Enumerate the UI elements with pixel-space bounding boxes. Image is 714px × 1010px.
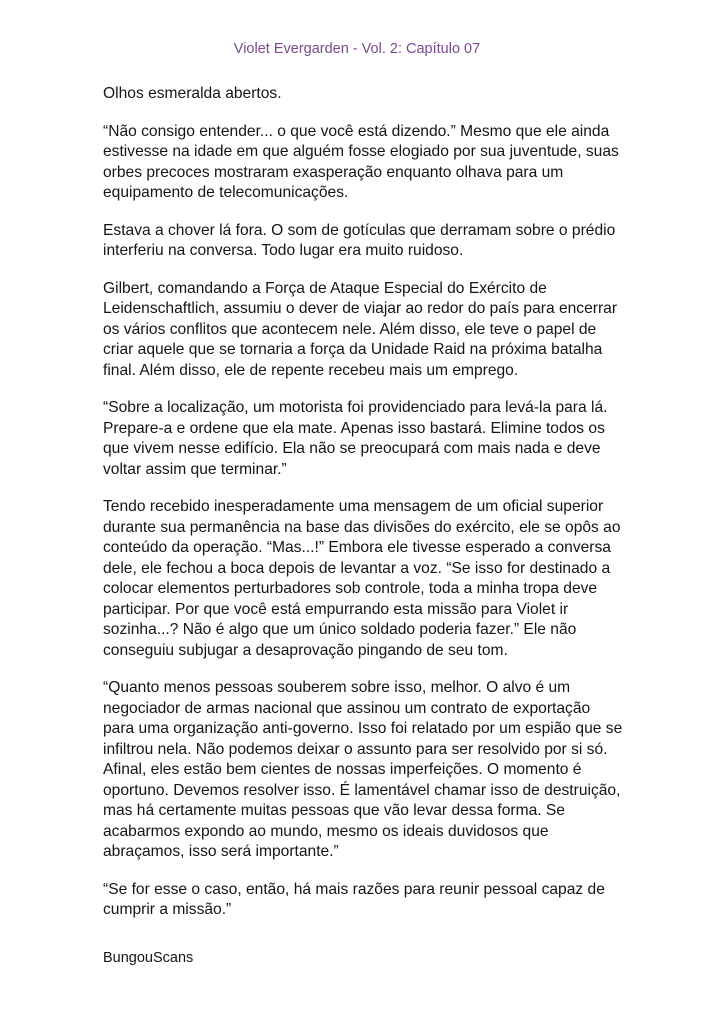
page-header-title: Violet Evergarden - Vol. 2: Capítulo 07 <box>233 41 481 57</box>
paragraph: “Quanto menos pessoas souberem sobre isso, melhor. O alvo é um negociador de armas nacional que assinou um contrato de exportação para uma organização anti-governo. Isso foi relatado por um espião que se infiltrou nela. Não podemos deixar o assunto para ser resolvido por si só. Afinal, eles estão bem cientes de nossas imperfeições. O momento é oportuno. Devemos resolver isso. É lamentável chamar isso de destruição, mas há certamente muitas pessoas que vão levar dessa forma. Se acabarmos expondo ao mundo, mesmo os ideais duvidosos que abraçamos, isso será importante.” <box>103 679 623 860</box>
paragraph: “Não consigo entender... o que você está dizendo.” Mesmo que ele ainda estivesse na idade em que alguém fosse elogiado por sua juventude, suas orbes precoces mostraram exasperação enquanto olhava para um equipamento de telecomunicações. <box>103 122 619 201</box>
paragraph: “Sobre a localização, um motorista foi providenciado para levá-la para lá. Prepare-a e ordene que ela mate. Apenas isso bastará. Elimine todos os que vivem nesse edifício. Ela não se preocupará com mais nada e deve voltar assim que terminar.” <box>103 399 608 478</box>
page-footer-credit: BungouScans <box>103 950 194 966</box>
paragraph: Tendo recebido inesperadamente uma mensagem de um oficial superior durante sua permanência na base das divisões do exército, ele se opôs ao conteúdo da operação. “Mas...!” Embora ele tivesse esperado a conversa dele, ele fechou a boca depois de levantar a voz. “Se isso for destinado a colocar elementos perturbadores sob controle, toda a minha tropa deve participar. Por que você está empurrando esta missão para Violet ir sozinha...? Não é algo que um único soldado poderia fazer.” Ele não conseguiu subjugar a desaprovação pingando de seu tom. <box>103 498 621 659</box>
paragraph: Olhos esmeralda abertos. <box>103 85 282 102</box>
chapter-body <box>103 84 623 938</box>
paragraph: Estava a chover lá fora. O som de gotículas que derramam sobre o prédio interferiu na conversa. Todo lugar era muito ruidoso. <box>103 221 616 259</box>
paragraph: “Se for esse o caso, então, há mais razões para reunir pessoal capaz de cumprir a missão.” <box>103 880 605 918</box>
paragraph: Gilbert, comandando a Força de Ataque Especial do Exército de Leidenschaftlich, assumiu o dever de viajar ao redor do país para encerrar os vários conflitos que acontecem nele. Além disso, ele teve o papel de criar aquele que se tornaria a força da Unidade Raid na próxima batalha final. Além disso, ele de repente recebeu mais um emprego. <box>103 279 618 379</box>
